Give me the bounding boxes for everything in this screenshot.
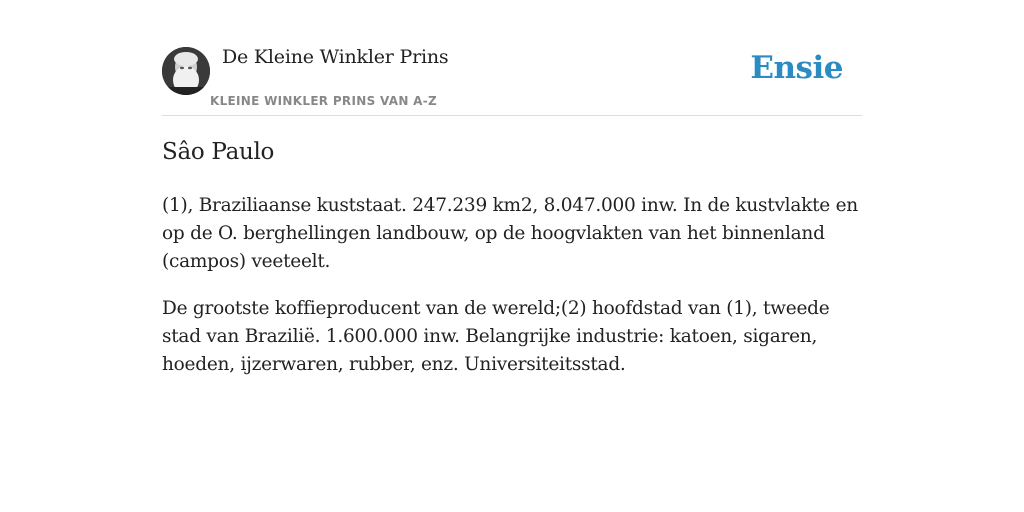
header	[162, 0, 862, 116]
article-paragraph: (1), Braziliaanse kuststaat. 247.239 km2, 8.047.000 inw. In de kustvlakte en op de O. berghellingen landbouw, op de hoogvlakten van het binnenland (campos) veeteelt.	[162, 195, 858, 272]
article-title: Sâo Paulo	[162, 139, 275, 165]
source-label[interactable]: KLEINE WINKLER PRINS VAN A-Z	[210, 94, 438, 108]
brand-logo[interactable]: Ensie	[750, 50, 843, 86]
author-avatar[interactable]	[162, 47, 210, 95]
article-paragraph: De grootste koffieproducent van de wereld;(2) hoofdstad van (1), tweede stad van Brazilië. 1.600.000 inw. Belangrijke industrie: katoen, sigaren, hoeden, ijzerwaren, rubber, enz. Universiteitsstad.	[162, 298, 830, 375]
author-name[interactable]: De Kleine Winkler Prins	[222, 46, 449, 68]
article-body	[162, 192, 862, 398]
portrait-icon	[162, 47, 210, 95]
